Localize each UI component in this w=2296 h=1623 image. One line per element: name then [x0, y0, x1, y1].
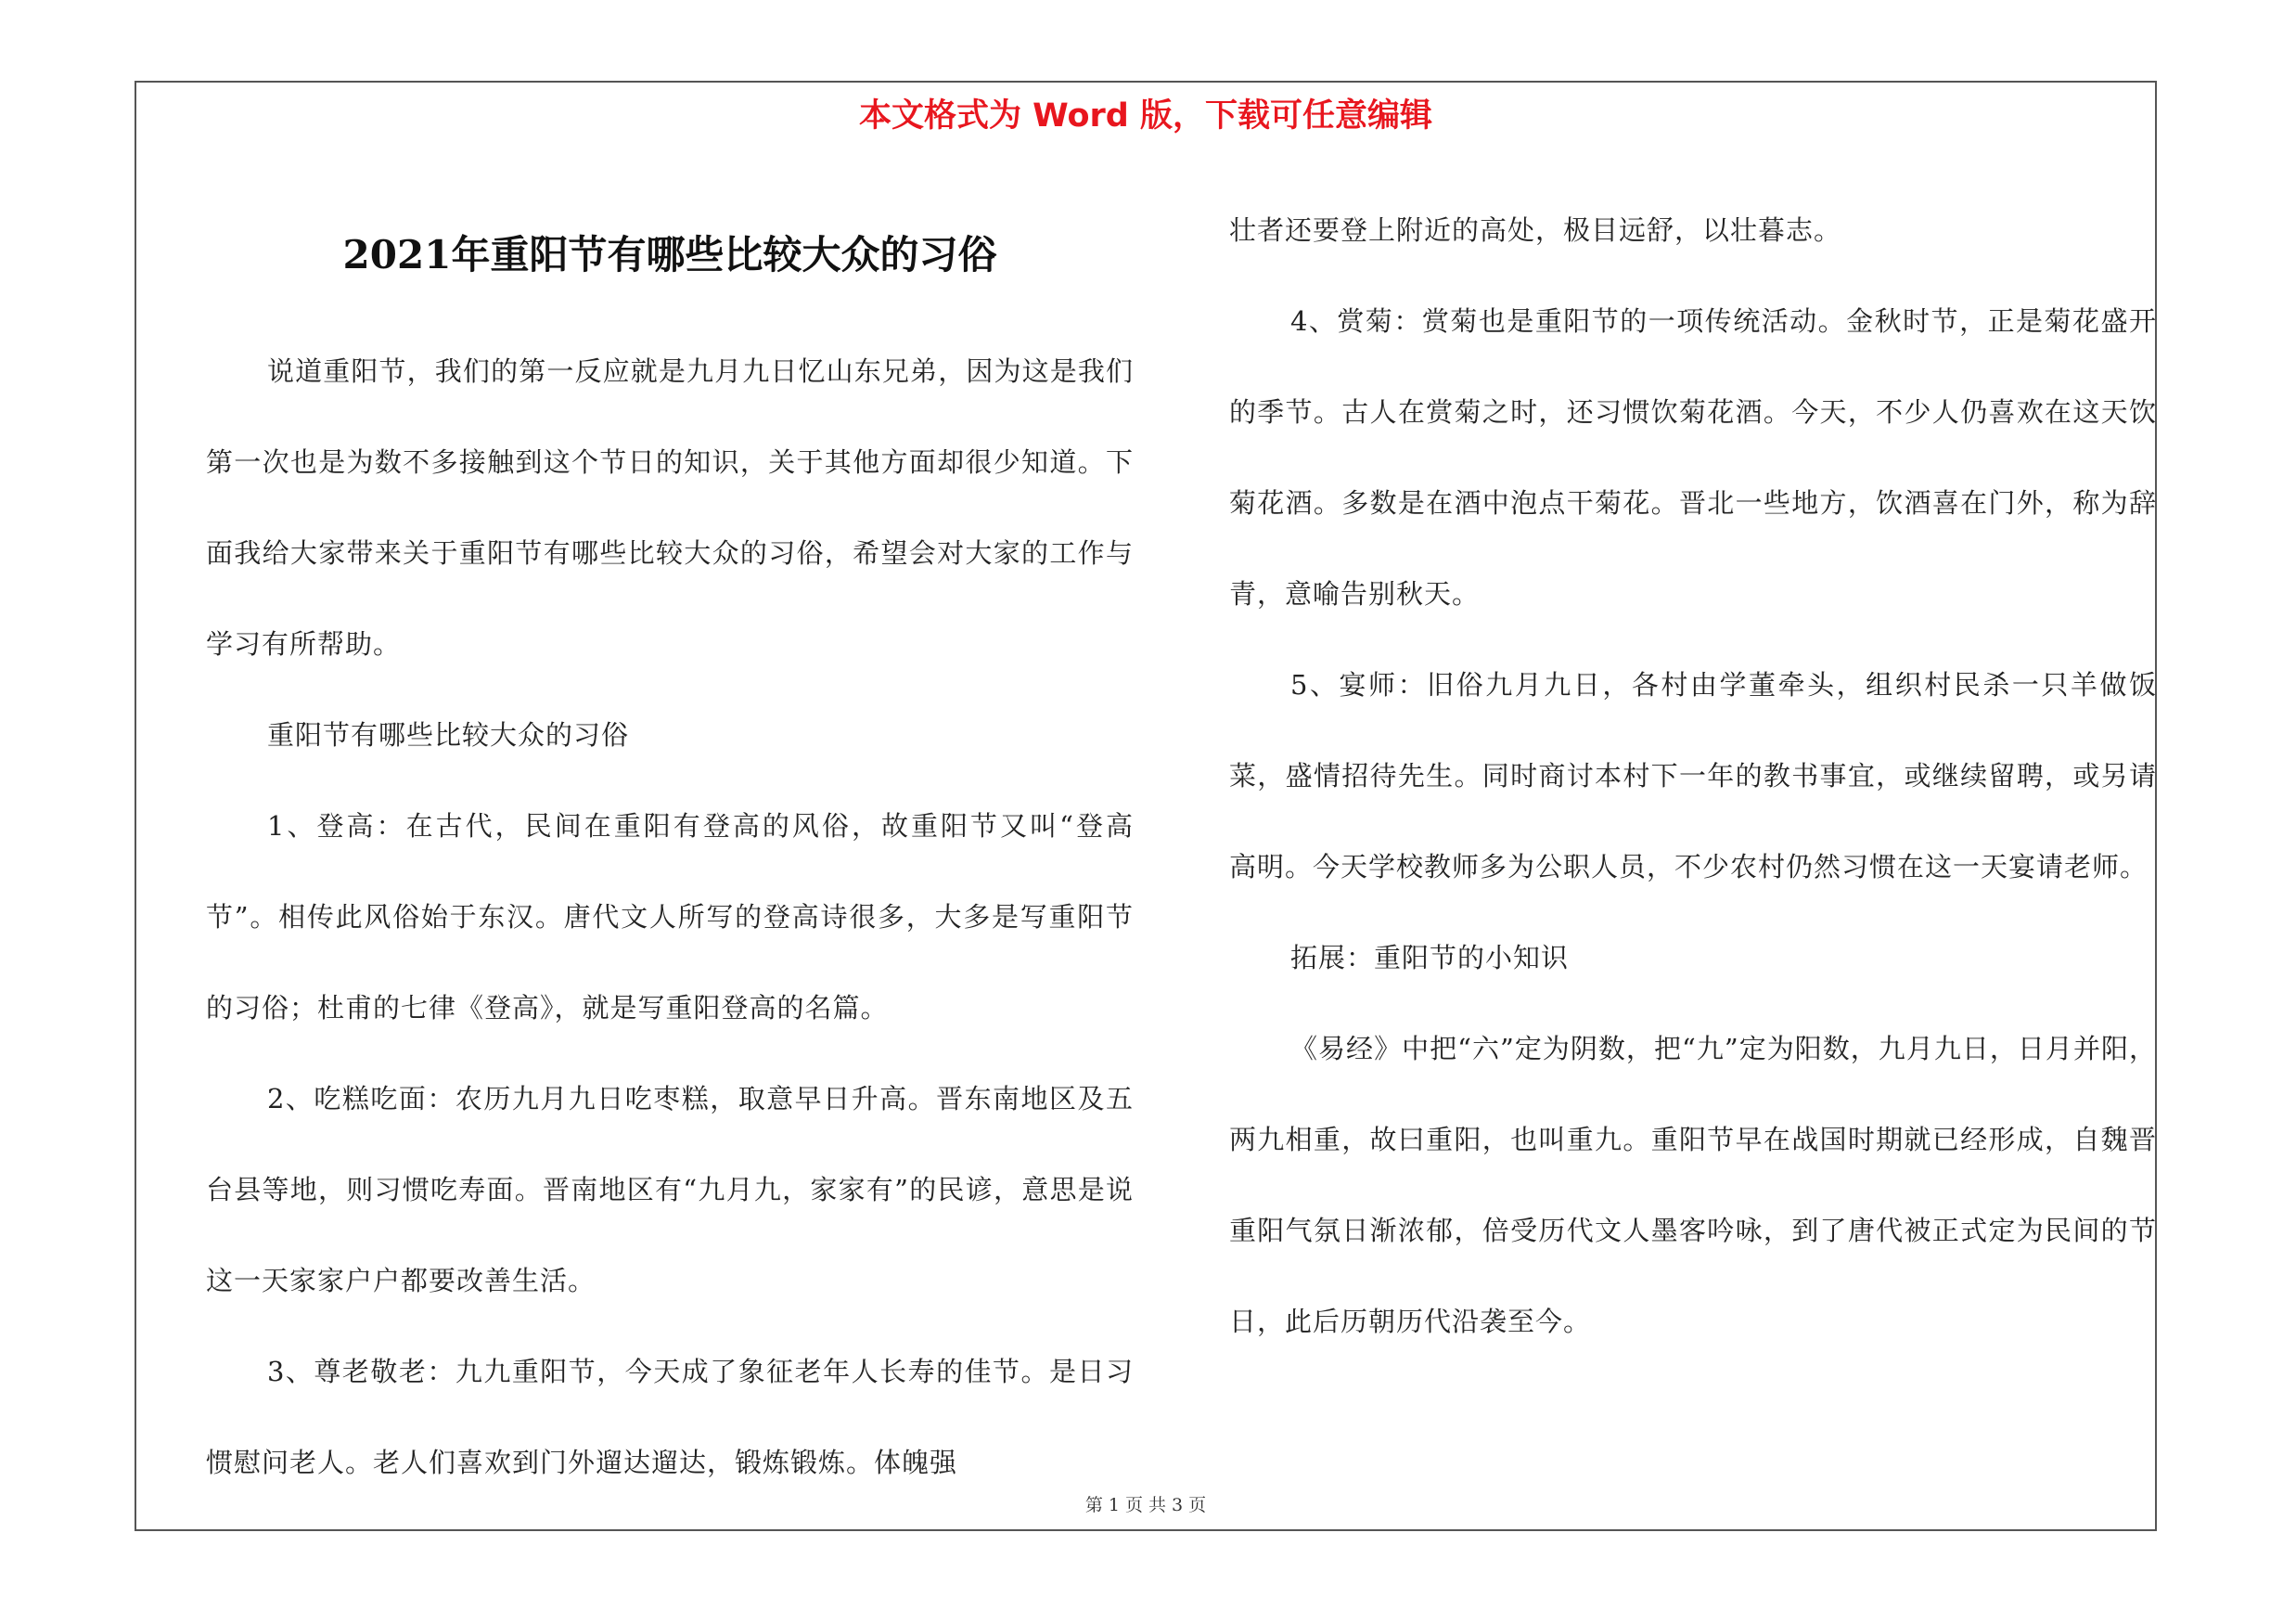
paragraph-custom-3: 3、尊老敬老：九九重阳节，今天成了象征老年人长寿的佳节。是日习惯慰问老人。老人们喜欢到门外遛达遛达，锻炼锻炼。体魄强 [206, 1356, 1134, 1478]
left-column [206, 213, 1134, 1508]
paragraph-custom-5: 5、宴师：旧俗九月九日，各村由学董牵头，组织村民杀一只羊做饭菜，盛情招待先生。同时商讨本村下一年的教书事宜，或继续留聘，或另请高明。今天学校教师多为公职人员，不少农村仍然习惯在这一天宴请老师。 [1229, 669, 2157, 882]
format-banner: 本文格式为 Word 版，下载可任意编辑 [858, 97, 1433, 135]
paragraph-extension-heading: 拓展：重阳节的小知识 [1290, 942, 1570, 973]
right-column [1229, 185, 2157, 1367]
paragraph-extension-body: 《易经》中把“六”定为阴数，把“九”定为阳数，九月九日，日月并阳，两九相重，故曰重阳，也叫重九。重阳节早在战国时期就已经形成，自魏晋重阳气氛日渐浓郁，倍受历代文人墨客吟咏，到了唐代被正式定为民间的节日，此后历朝历代沿袭至今。 [1229, 1033, 2157, 1337]
document-title: 2021年重阳节有哪些比较大众的习俗 [342, 232, 997, 277]
paragraph-custom-1: 1、登高：在古代，民间在重阳有登高的风俗，故重阳节又叫“登高节”。相传此风俗始于东汉。唐代文人所写的登高诗很多，大多是写重阳节的习俗；杜甫的七律《登高》，就是写重阳登高的名篇。 [206, 810, 1134, 1024]
page-frame [135, 81, 2157, 1531]
paragraph-custom-2: 2、吃糕吃面：农历九月九日吃枣糕，取意早日升高。晋东南地区及五台县等地，则习惯吃寿面。晋南地区有“九月九，家家有”的民谚，意思是说这一天家家户户都要改善生活。 [206, 1083, 1134, 1296]
paragraph-custom-4: 4、赏菊：赏菊也是重阳节的一项传统活动。金秋时节，正是菊花盛开的季节。古人在赏菊之时，还习惯饮菊花酒。今天，不少人仍喜欢在这天饮菊花酒。多数是在酒中泡点干菊花。晋北一些地方，饮酒喜在门外，称为辞青，意喻告别秋天。 [1229, 305, 2157, 610]
paragraph-continuation: 壮者还要登上附近的高处，极目远舒，以壮暮志。 [1229, 214, 1842, 246]
page-footer: 第 1 页 共 3 页 [1084, 1495, 1207, 1515]
paragraph-intro: 说道重阳节，我们的第一反应就是九月九日忆山东兄弟，因为这是我们第一次也是为数不多接触到这个节日的知识，关于其他方面却很少知道。下面我给大家带来关于重阳节有哪些比较大众的习俗，希望会对大家的工作与学习有所帮助。 [206, 355, 1134, 660]
paragraph-subheading: 重阳节有哪些比较大众的习俗 [267, 719, 630, 751]
